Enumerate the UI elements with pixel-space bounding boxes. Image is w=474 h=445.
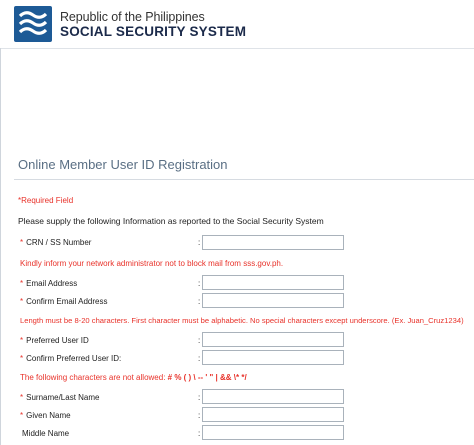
sss-logo-icon bbox=[14, 6, 52, 42]
confirm-user-id-colon: : bbox=[198, 354, 201, 363]
given-name-input[interactable] bbox=[202, 407, 344, 422]
form-instruction: Please supply the following Information as reported to the Social Security System bbox=[18, 216, 324, 226]
user-id-colon: : bbox=[198, 336, 201, 345]
crn-input[interactable] bbox=[202, 235, 344, 250]
page-header bbox=[0, 0, 474, 62]
user-id-label: * Preferred User ID bbox=[20, 336, 89, 345]
title-divider bbox=[14, 179, 474, 180]
content-frame-left bbox=[0, 48, 1, 445]
crn-label: * CRN / SS Number bbox=[20, 238, 92, 247]
org-name: SOCIAL SECURITY SYSTEM bbox=[60, 24, 247, 39]
given-name-label: * Given Name bbox=[20, 411, 71, 420]
middle-name-input[interactable] bbox=[202, 425, 344, 440]
middle-name-colon: : bbox=[198, 429, 201, 438]
surname-label: * Surname/Last Name bbox=[20, 393, 100, 402]
org-country: Republic of the Philippines bbox=[60, 10, 205, 24]
page-title: Online Member User ID Registration bbox=[18, 157, 228, 172]
confirm-email-colon: : bbox=[198, 297, 201, 306]
surname-input[interactable] bbox=[202, 389, 344, 404]
disallowed-chars-list: # % ( ) \ -- ' " | && \* */ bbox=[167, 373, 247, 382]
confirm-user-id-label: * Confirm Preferred User ID: bbox=[20, 354, 122, 363]
mail-notice: Kindly inform your network administrator not to block mail from sss.gov.ph. bbox=[20, 259, 284, 268]
disallowed-chars-notice: The following characters are not allowed: # % ( ) \ -- ' " | && \* */ bbox=[20, 373, 247, 382]
given-name-colon: : bbox=[198, 411, 201, 420]
email-colon: : bbox=[198, 279, 201, 288]
crn-colon: : bbox=[198, 238, 201, 247]
confirm-email-input[interactable] bbox=[202, 293, 344, 308]
confirm-user-id-input[interactable] bbox=[202, 350, 344, 365]
required-field-note: *Required Field bbox=[18, 196, 74, 205]
confirm-email-label: * Confirm Email Address bbox=[20, 297, 108, 306]
email-input[interactable] bbox=[202, 275, 344, 290]
surname-colon: : bbox=[198, 393, 201, 402]
required-asterisk: * bbox=[20, 238, 24, 247]
middle-name-label: Middle Name bbox=[22, 429, 70, 438]
length-notice: Length must be 8-20 characters. First character must be alphabetic. No special characters except underscore. (Ex. Juan_Cruz1234) bbox=[20, 316, 464, 325]
content-frame-top bbox=[0, 48, 474, 49]
user-id-input[interactable] bbox=[202, 332, 344, 347]
email-label: * Email Address bbox=[20, 279, 78, 288]
